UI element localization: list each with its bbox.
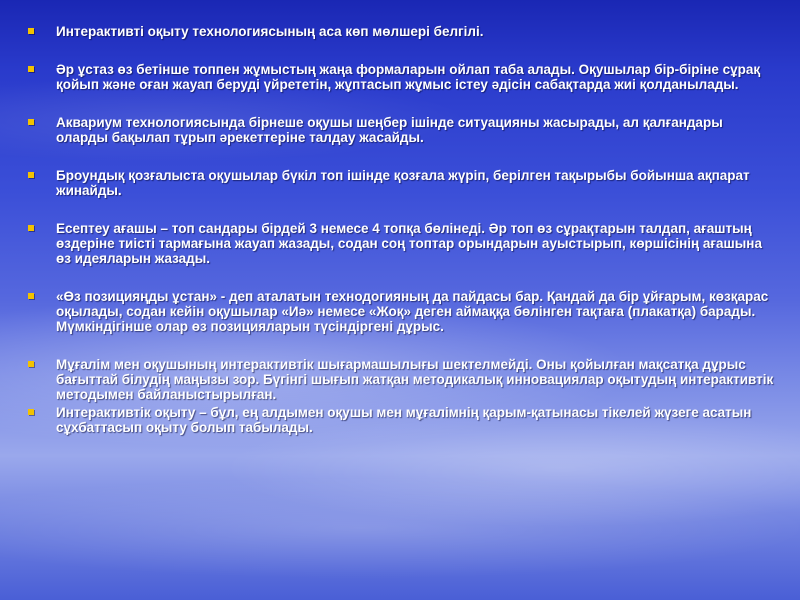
square-bullet-icon: [28, 28, 34, 34]
bullet-item: [28, 221, 778, 266]
bullet-item: [28, 357, 778, 402]
bullet-text: Интерактивтік оқыту – бұл, ең алдымен оқушы мен мұғалімнің қарым-қатынасы тікелей жүзеге асатын сұхбаттасып оқыту болып табылады.: [56, 405, 752, 435]
bullet-text: Броундық қозғалыста оқушылар бүкіл топ ішінде қозғала жүріп, берілген тақырыбы бойынша ақпарат жинайды.: [56, 168, 750, 198]
square-bullet-icon: [28, 172, 34, 178]
bullet-text: Интерактивті оқыту технологиясының аса көп мөлшері белгілі.: [56, 24, 484, 39]
bullet-text: Мұғалім мен оқушының интерактивтік шығармашылығы шектелмейді. Оны қойылған мақсатқа дұрыс бағыттай білудің маңызы зор. Бүгінгі шығып жатқан методикалық инновациялар оқытудың интерактивтік методымен байланыстырылған.: [56, 357, 774, 402]
square-bullet-icon: [28, 225, 34, 231]
bullet-item: [28, 289, 778, 334]
bullet-item: [28, 62, 778, 92]
bullet-item: [28, 405, 778, 435]
bullet-item: [28, 168, 778, 198]
bullet-list: [28, 24, 778, 435]
bullet-text: Әр ұстаз өз бетінше топпен жұмыстың жаңа формаларын ойлап таба алады. Оқушылар бір-біріне сұрақ қойып және оған жауап беруді үйрететін, жұптасып жұмыс істеу әдісін сабақтарда жиі қолданылады.: [56, 62, 761, 92]
bullet-text: Аквариум технологиясында бірнеше оқушы шеңбер ішінде ситуацияны жасырады, ал қалғандары оларды бақылап тұрып әрекеттеріне талдау жасайды.: [56, 115, 723, 145]
square-bullet-icon: [28, 409, 34, 415]
square-bullet-icon: [28, 293, 34, 299]
square-bullet-icon: [28, 66, 34, 72]
square-bullet-icon: [28, 361, 34, 367]
bullet-item: [28, 24, 778, 39]
bullet-item: [28, 115, 778, 145]
bullet-text: «Өз позицияңды ұстан» - деп аталатын технодогияның да пайдасы бар. Қандай да бір ұйғарым, көзқарас оқылады, содан кейін оқушылар «Иә» немесе «Жоқ» деген аймаққа бөлінген тақтаға (плакатқа) барады. Мүмкіндігінше олар өз позицияларын түсіндіргені дұрыс.: [56, 289, 769, 334]
square-bullet-icon: [28, 119, 34, 125]
bullet-text: Есептеу ағашы – топ сандары бірдей 3 немесе 4 топқа бөлінеді. Әр топ өз сұрақтарын талдап, ағаштың өздеріне тиісті тармағына жауап жазады, содан соң топтар орындарын ауыстырып, көршісінің ағашына өз идеяларын жазады.: [56, 221, 762, 266]
